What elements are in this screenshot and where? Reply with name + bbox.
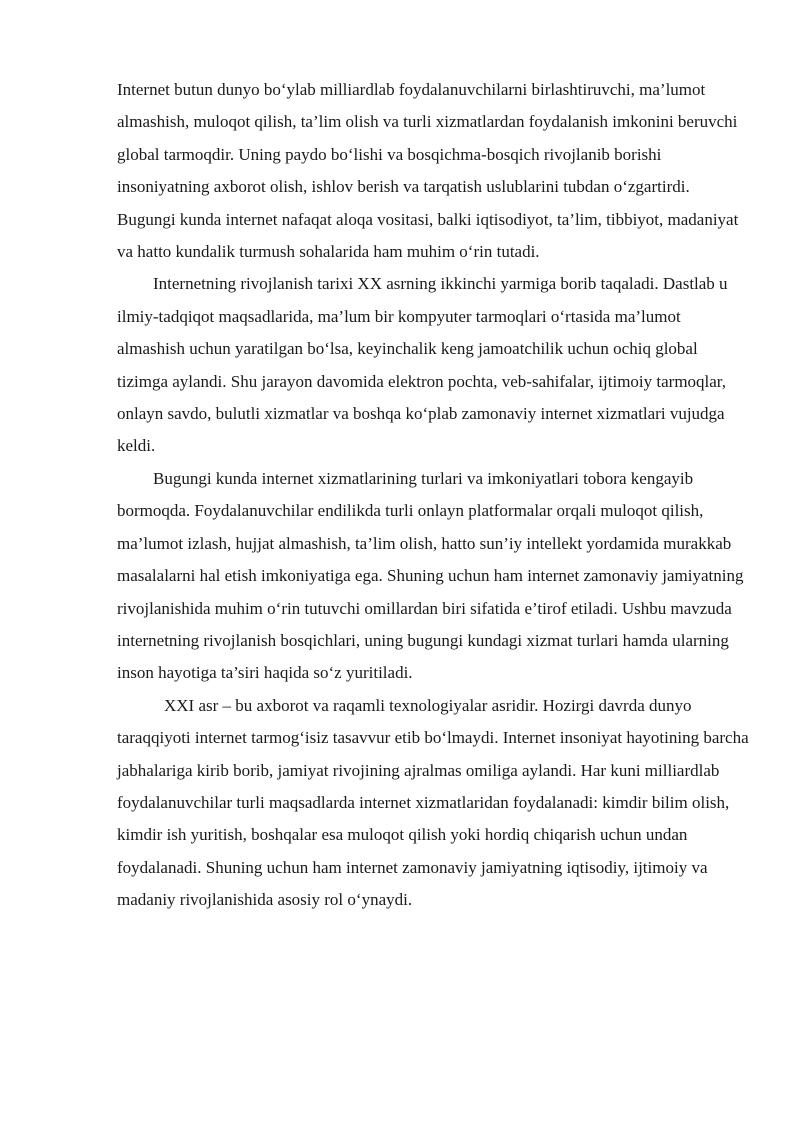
paragraph-1: Internet butun dunyo bo‘ylab milliardlab foydalanuvchilarni birlashtiruvchi, ma’lumot almashish, muloqot qilish, ta’lim olish va turli xizmatlardan foydalanish imkonini beruvchi global tarmoqdir. Uning paydo bo‘lishi va bosqichma-bosqich rivojlanib borishi insoniyatning axborot olish, ishlov berish va tarqatish uslublarini tubdan o‘zgartirdi. Bugungi kunda internet nafaqat aloqa vositasi, balki iqtisodiyot, ta’lim, tibbiyot, madaniyat va hatto kundalik turmush sohalarida ham muhim o‘rin tutadi. [117, 80, 739, 262]
paragraph-4: XXI asr – bu axborot va raqamli texnologiyalar asridir. Hozirgi davrda dunyo taraqqiyoti internet tarmog‘isiz tasavvur etib bo‘lmaydi. Internet insoniyat hayotining barcha jabhalariga kirib borib, jamiyat rivojining ajralmas omiliga aylandi. Har kuni milliardlab foydalanuvchilar turli maqsadlarda internet xizmatlaridan foydalanadi: kimdir bilim olish, kimdir ish yuritish, boshqalar esa muloqot qilish yoki hordiq chiqarish uchun undan foydalanadi. Shuning uchun ham internet zamonaviy jamiyatning iqtisodiy, ijtimoiy va madaniy rivojlanishida asosiy rol o‘ynaydi. [117, 695, 749, 910]
paragraph-2: Internetning rivojlanish tarixi XX asrning ikkinchi yarmiga borib taqaladi. Dastlab u ilmiy-tadqiqot maqsadlarida, ma’lum bir kompyuter tarmoqlari o‘rtasida ma’lumot almashish uchun yaratilgan bo‘lsa, keyinchalik keng jamoatchilik uchun ochiq global tizimga aylandi. Shu jarayon davomida elektron pochta, veb-sahifalar, ijtimoiy tarmoqlar, onlayn savdo, bulutli xizmatlar va boshqa ko‘plab zamonaviy internet xizmatlari vujudga keldi. [117, 274, 728, 456]
document-body [117, 74, 751, 917]
paragraph-3: Bugungi kunda internet xizmatlarining turlari va imkoniyatlari tobora kengayib bormoqda. Foydalanuvchilar endilikda turli onlayn platformalar orqali muloqot qilish, ma’lumot izlash, hujjat almashish, ta’lim olish, hatto sun’iy intellekt yordamida murakkab masalalarni hal etish imkoniyatiga ega. Shuning uchun ham internet zamonaviy jamiyatning rivojlanishida muhim o‘rin tutuvchi omillardan biri sifatida e’tirof etiladi. Ushbu mavzuda internetning rivojlanish bosqichlari, uning bugungi kundagi xizmat turlari hamda ularning inson hayotiga ta’siri haqida so‘z yuritiladi. [117, 468, 744, 683]
